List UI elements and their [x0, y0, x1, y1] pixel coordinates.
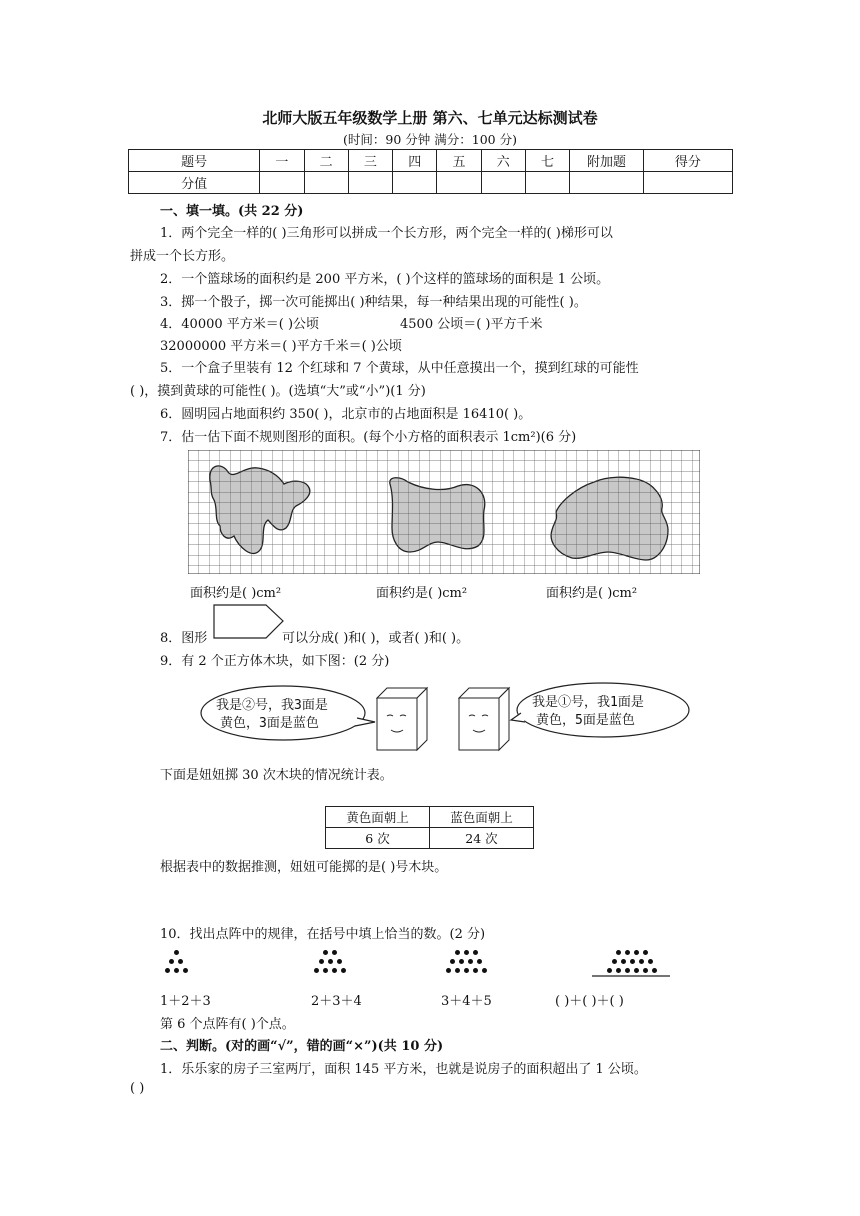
- dot: [634, 950, 639, 955]
- dot: [639, 959, 644, 964]
- dot: [621, 959, 626, 964]
- roll-stats-table: [325, 806, 534, 849]
- dot: [648, 959, 653, 964]
- score-cell: 二: [304, 150, 348, 172]
- bubble-text: 黄色，3面是蓝色: [220, 716, 319, 731]
- dot: [464, 968, 469, 973]
- dot: [473, 968, 478, 973]
- dot: [612, 959, 617, 964]
- area-answer-1: 面积约是( )cm²: [190, 586, 282, 601]
- table-cell: 24 次: [430, 828, 534, 849]
- dot: [337, 959, 342, 964]
- score-cell: 七: [525, 150, 569, 172]
- question-text: 6．圆明园占地面积约 350( )，北京市的占地面积是 16410( )。: [160, 407, 532, 422]
- table-row: [326, 828, 534, 849]
- table-header-cell: 黄色面朝上: [326, 807, 430, 828]
- dot: [341, 968, 346, 973]
- dot: [482, 968, 487, 973]
- question-text: ( ): [130, 1081, 145, 1096]
- dot: [643, 968, 648, 973]
- question-text: 可以分成( )和( )，或者( )和( )。: [282, 631, 470, 646]
- table-cell: 6 次: [326, 828, 430, 849]
- dot: [319, 959, 324, 964]
- table-row: [326, 807, 534, 828]
- dot: [473, 950, 478, 955]
- dot: [634, 968, 639, 973]
- question-text: 9．有 2 个正方体木块，如下图：(2 分): [160, 654, 390, 669]
- score-cell: 四: [393, 150, 437, 172]
- question-text: 4500 公顷＝( )平方千米: [400, 317, 543, 332]
- dot: [328, 959, 333, 964]
- score-input-cell[interactable]: [304, 172, 348, 194]
- question-text: 1．乐乐家的房子三室两厅，面积 145 平方米，也就是说房子的面积超出了 1 公顷。: [160, 1062, 647, 1077]
- score-cell: 五: [437, 150, 481, 172]
- dot: [652, 968, 657, 973]
- dot-expression-2: 2＋3＋4: [311, 994, 362, 1009]
- dot: [616, 950, 621, 955]
- question-text: 5．一个盒子里装有 12 个红球和 7 个黄球，从中任意摸出一个，摸到红球的可能性: [160, 361, 639, 376]
- score-cell: 分值: [129, 172, 260, 194]
- dot: [464, 950, 469, 955]
- question-text: 32000000 平方米＝( )平方千米＝( )公顷: [160, 339, 402, 354]
- cube-2: [377, 688, 427, 750]
- dot: [174, 968, 179, 973]
- score-input-cell[interactable]: [643, 172, 732, 194]
- question-text: 第 6 个点阵有( )个点。: [160, 1017, 295, 1032]
- score-input-cell[interactable]: [260, 172, 304, 194]
- score-input-cell[interactable]: [570, 172, 644, 194]
- question-text: 下面是妞妞掷 30 次木块的情况统计表。: [160, 768, 393, 783]
- area-grid-figure: [188, 450, 700, 574]
- dot: [165, 968, 170, 973]
- score-cell: 六: [481, 150, 525, 172]
- cube-1: [459, 688, 509, 750]
- section-heading: 二、判断。(对的画“√”，错的画“×”)(共 10 分): [160, 1039, 444, 1054]
- table-header-cell: 蓝色面朝上: [430, 807, 534, 828]
- dot: [169, 959, 174, 964]
- dot: [630, 959, 635, 964]
- dot: [314, 968, 319, 973]
- score-table-value-row: [129, 172, 733, 194]
- score-cell: 得分: [643, 150, 732, 172]
- dot: [455, 968, 460, 973]
- dot: [625, 950, 630, 955]
- dot: [450, 959, 455, 964]
- question-text: 拼成一个长方形。: [130, 249, 235, 264]
- dot: [643, 950, 648, 955]
- question-text: 1．两个完全一样的( )三角形可以拼成一个长方形，两个完全一样的( )梯形可以: [160, 226, 613, 241]
- dot-expression-4: ( )＋( )＋( ): [555, 994, 624, 1009]
- question-text: 8．图形: [160, 631, 208, 646]
- score-input-cell[interactable]: [481, 172, 525, 194]
- dot: [625, 968, 630, 973]
- dot: [616, 968, 621, 973]
- score-input-cell[interactable]: [348, 172, 392, 194]
- dot: [446, 968, 451, 973]
- dot: [323, 968, 328, 973]
- question-text: 3．掷一个骰子，掷一次可能掷出( )种结果，每一种结果出现的可能性( )。: [160, 295, 587, 310]
- question-text: 4．40000 平方米＝( )公顷: [160, 317, 320, 332]
- score-cell: 三: [348, 150, 392, 172]
- score-input-cell[interactable]: [393, 172, 437, 194]
- dot: [455, 950, 460, 955]
- dot-expression-1: 1＋2＋3: [160, 994, 211, 1009]
- bubble-text: 我是①号，我1面是: [532, 695, 644, 710]
- dot: [178, 959, 183, 964]
- score-table: [128, 149, 733, 194]
- page-title: 北师大版五年级数学上册 第六、七单元达标测试卷: [262, 109, 598, 127]
- dot: [607, 968, 612, 973]
- dot-expression-3: 3＋4＋5: [441, 994, 492, 1009]
- dot: [477, 959, 482, 964]
- area-answer-3: 面积约是( )cm²: [546, 586, 638, 601]
- exam-info: (时间：90 分钟 满分：100 分): [343, 132, 517, 147]
- dot: [468, 959, 473, 964]
- score-cell: 一: [260, 150, 304, 172]
- dot: [323, 950, 328, 955]
- dot: [183, 968, 188, 973]
- score-input-cell[interactable]: [437, 172, 481, 194]
- pentagon-figure: [213, 604, 285, 640]
- question-text: 2．一个篮球场的面积约是 200 平方米，( )个这样的篮球场的面积是 1 公顷。: [160, 272, 610, 287]
- section-heading: 一、填一填。(共 22 分): [160, 204, 304, 219]
- score-table-header-row: [129, 150, 733, 172]
- question-text: 根据表中的数据推测，妞妞可能掷的是( )号木块。: [160, 860, 448, 875]
- bubble-text: 黄色，5面是蓝色: [536, 713, 635, 728]
- dot: [459, 959, 464, 964]
- score-cell: 附加题: [570, 150, 644, 172]
- question-text: ( )，摸到黄球的可能性( )。(选填“大”或“小”)(1 分): [130, 384, 426, 399]
- dot: [332, 950, 337, 955]
- bubble-text: 我是②号，我3面是: [216, 698, 328, 713]
- question-text: 7．估一估下面不规则图形的面积。(每个小方格的面积表示 1cm²)(6 分): [160, 430, 577, 445]
- question-text: 10．找出点阵中的规律，在括号中填上恰当的数。(2 分): [160, 927, 486, 942]
- area-answer-2: 面积约是( )cm²: [376, 586, 468, 601]
- underline-mark: [592, 974, 672, 978]
- dot: [332, 968, 337, 973]
- dot: [174, 950, 179, 955]
- score-cell: 题号: [129, 150, 260, 172]
- score-input-cell[interactable]: [525, 172, 569, 194]
